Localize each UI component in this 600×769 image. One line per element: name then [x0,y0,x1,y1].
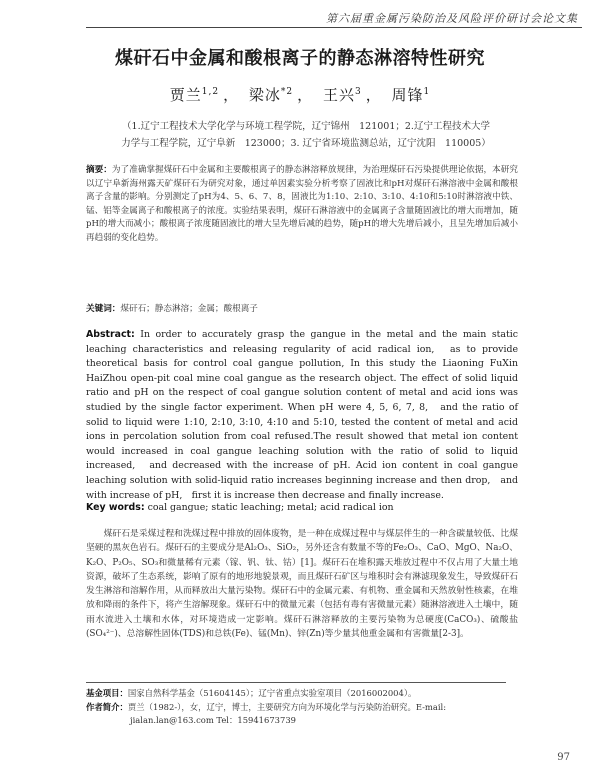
author-note [86,701,518,715]
author-affil-mark: *2 [280,87,294,97]
keywords-en-text: coal gangue; static leaching; metal; acid radical ion [147,502,394,513]
author-name: 贾兰 [169,86,202,104]
keywords-cn-label: 关键词： [86,304,121,314]
affiliations [106,118,506,152]
footnotes [86,687,518,728]
abstract-cn-label: 摘要： [86,165,112,175]
abstract-chinese [86,164,518,245]
fund-label: 基金项目： [86,688,128,698]
page-number: 97 [557,752,570,763]
keywords-english [86,502,518,513]
affiliation-line: 力学与工程学院，辽宁阜新 123000；3. 辽宁省环境监测总站，辽宁沈阳 110005） [121,138,491,149]
fund-text: 国家自然科学基金（51604145）；辽宁省重点实验室项目（2016002004）。 [127,688,417,698]
keywords-en-label: Key words: [86,502,145,513]
author-name: 王兴 [322,86,355,104]
body-paragraph: 煤矸石是采煤过程和洗煤过程中排放的固体废物，是一种在成煤过程中与煤层伴生的一种含碳量较低、比煤坚硬的黑灰色岩石。煤矸石的主要成分是Al₂O₃、SiO₂，另外还含有数量不等的Fe₂O₃、CaO、MgO、Na₂O、K₂O、P₂O₅、SO₃和微量稀有元素（镓、钒、钛、钴）[1]。煤矸石在堆积露天堆放过程中不仅占用了大量土地资源，破坏了生态系统，影响了原有的地形地貌景观，而且煤矸石矿区与堆积时会有淋滤现象发生，导致煤矸石发生淋溶和溶解作用，从而释放出大量污染物。煤矸石中的金属元素、有机物、重金属和天然放射性核素，在堆放和降雨的条件下，将产生溶解现象。煤矸石中的微量元素（包括有毒有害微量元素）随淋溶液进入土壤中，随雨水流进入土壤和水体，对环境造成一定影响。煤矸石淋溶释放的主要污染物为总硬度(CaCO₃)、硫酸盐(SO₄²⁻)、总溶解性固体(TDS)和总铁(Fe)、锰(Mn)、锌(Zn)等少量其他重金属和有害微量[2-3]。 [86,529,518,640]
author-affil-mark: 1 [423,87,431,97]
abstract-english [86,328,518,503]
running-header: 第六届重金属污染防治及风险评价研讨会论文集 [326,12,578,25]
author-list: 贾兰$^{1,2}$ ， 梁冰$^{*2}$ ， 王兴$^3$ ， 周锋$^1$ [169,86,431,104]
affiliation-line: （1.辽宁工程技术大学化学与环境工程学院，辽宁锦州 121001；2.辽宁工程技术大学 [122,121,490,132]
header-rule [86,27,582,28]
abstract-en-label: Abstract: [86,329,135,340]
author-note-text: 贾兰（1982-），女，辽宁，博士，主要研究方向为环境化学与污染防治研究。E-mail: [127,701,447,712]
author-note-label: 作者简介： [86,701,128,712]
footnote-rule [86,682,506,683]
author-name: 梁冰 [248,86,281,104]
author-name: 周锋 [391,86,424,104]
author-affil-mark: 1,2 [201,87,220,97]
author-affil-mark: 3 [354,87,362,97]
fund-note [86,687,518,701]
abstract-en-text: In order to accurately grasp the gangue in the metal and the main static leaching characteristics and releasing regularity of acid radical ion, as to provide theoretical basis for control coal gangue pollution, In this study the Liaoning FuXin HaiZhou open-pit coal mine coal gangue as the research object. The effect of solid liquid ratio and pH on the respect of coal gangue solution content of metal and acid ions was studied by the single factor experiment. When pH were 4, 5, 6, 7, 8, and the ratio of solid to liquid were 1:10, 2:10, 3:10, 4:10 and 5:10, tested the content of metal and acid ions in percolation solution from coal refused.The result showed that metal ion content would increased in coal gangue leaching solution with the ratio of solid to liquid increased, and decreased with the increase of pH. Acid ion content in coal gangue leaching solution with solid-liquid ratio increases beginning increase and then drop, and with increase of pH, first it is increase then decrease and finally increase. [86,329,519,501]
abstract-cn-text: 为了准确掌握煤矸石中金属和主要酸根离子的静态淋溶释放规律，为治理煤矸石污染提供理论依据，本研究以辽宁阜新海州露天矿煤矸石为研究对象，通过单因素实验分析考察了固液比和pH对煤矸石淋溶液中金属和酸根离子含量的影响。分别测定了pH为4、5、6、7、8，固液比为1:10、2:10、3:10、4:10和5:10时淋溶液中铁、锰、铝等金属离子和酸根离子的浓度。实验结果表明，煤矸石淋溶液中的金属离子含量随固液比的增大而增加，随pH的增大而减小；酸根离子浓度随固液比的增大呈先增后减的趋势，随pH的增大先增后减小，且呈先增加后减小再趋弱的变化趋势。 [86,165,518,243]
author-contact: jialan.lan@163.com Tel：15941673739 [130,715,296,725]
keywords-cn-text: 煤矸石；静态淋溶；金属；酸根离子 [120,304,258,314]
paper-title: 煤矸石中金属和酸根离子的静态淋溶特性研究 [115,48,485,69]
keywords-chinese [86,302,518,314]
